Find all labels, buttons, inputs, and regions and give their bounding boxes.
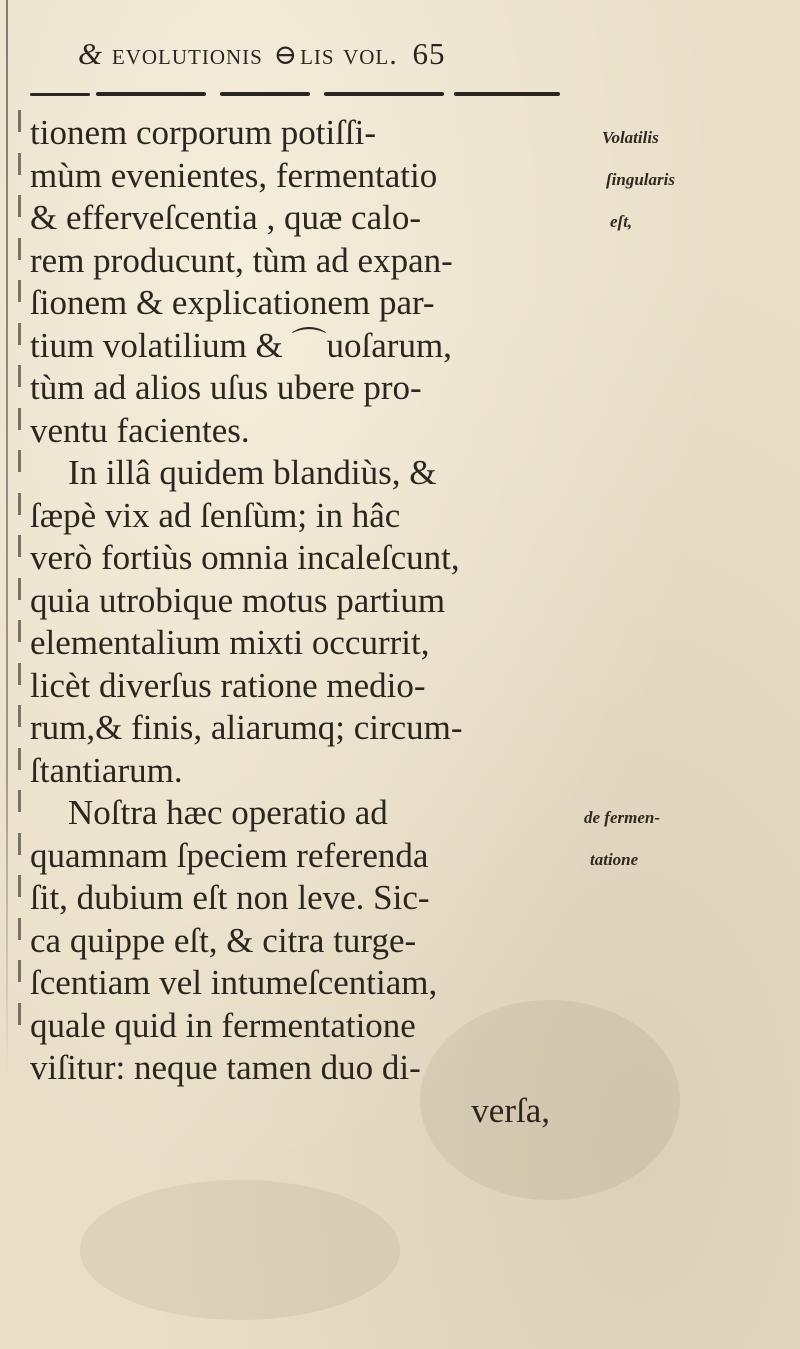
text-line: elementalium mixti occurrit,	[30, 623, 430, 662]
text-line: ſit, dubium eſt non leve. Sic-	[30, 878, 430, 917]
text-line: ſæpè vix ad ſenſùm; in hâc	[30, 495, 401, 535]
text-line: rem producunt, tùm ad expan-	[30, 240, 453, 280]
catchword-line: verſa,	[471, 1090, 550, 1130]
text-line: quamnam ſpeciem referenda	[30, 835, 429, 875]
margin-note-singularis: ſingularis	[606, 170, 675, 189]
margin-note-est: eſt,	[610, 212, 633, 231]
text-line: quale quid in fermentatione	[30, 1005, 416, 1045]
text-line: verò fortiùs omnia incaleſcunt,	[30, 538, 460, 577]
text-line: ſtantiarum.	[30, 750, 183, 790]
margin-marks	[18, 110, 22, 1030]
text-line: ſcentiam vel intumeſcentiam,	[30, 963, 438, 1002]
alchemical-symbol: ⊖	[273, 40, 299, 71]
text-line: tùm ad alios uſus ubere pro-	[30, 368, 422, 407]
body-text	[30, 112, 590, 1132]
page-number: 65	[412, 36, 446, 71]
text-line: mùm evenientes, fermentatio	[30, 155, 438, 195]
header-ampersand: &	[78, 36, 104, 71]
margin-note-tatione: tatione	[590, 850, 639, 869]
text-line: tionem corporum potiſſi-	[30, 113, 377, 152]
header-volume: lis vol.	[300, 38, 398, 71]
margin-note-de-fermentatione: de fermen-	[584, 808, 661, 827]
margin-note-volatilis: Volatilis	[602, 128, 659, 147]
text-line: ſionem & explicationem par-	[30, 283, 435, 322]
text-line: viſitur: neque tamen duo di-	[30, 1048, 421, 1087]
paper-stain	[80, 1180, 400, 1320]
text-line: rum,& finis, aliarumq; circum-	[30, 708, 463, 747]
running-header	[78, 36, 598, 80]
binding-edge	[6, 0, 8, 1080]
text-line: ca quippe eſt, & citra turge-	[30, 920, 417, 960]
text-line: tium volatilium & ⌒uoſarum,	[30, 325, 452, 365]
paragraph-start-line: In illâ quidem blandiùs, &	[68, 453, 437, 492]
text-line: quia utrobique motus partium	[30, 580, 446, 620]
text-line: & efferveſcentia , quæ calo-	[30, 198, 421, 237]
paragraph-start-line: Noſtra hæc operatio ad	[68, 793, 388, 832]
text-line: licèt diverſus ratione medio-	[30, 665, 426, 705]
header-word-evolutionis: evolutionis	[111, 38, 263, 71]
text-line: ventu facientes.	[30, 410, 250, 450]
header-rule	[30, 92, 560, 100]
